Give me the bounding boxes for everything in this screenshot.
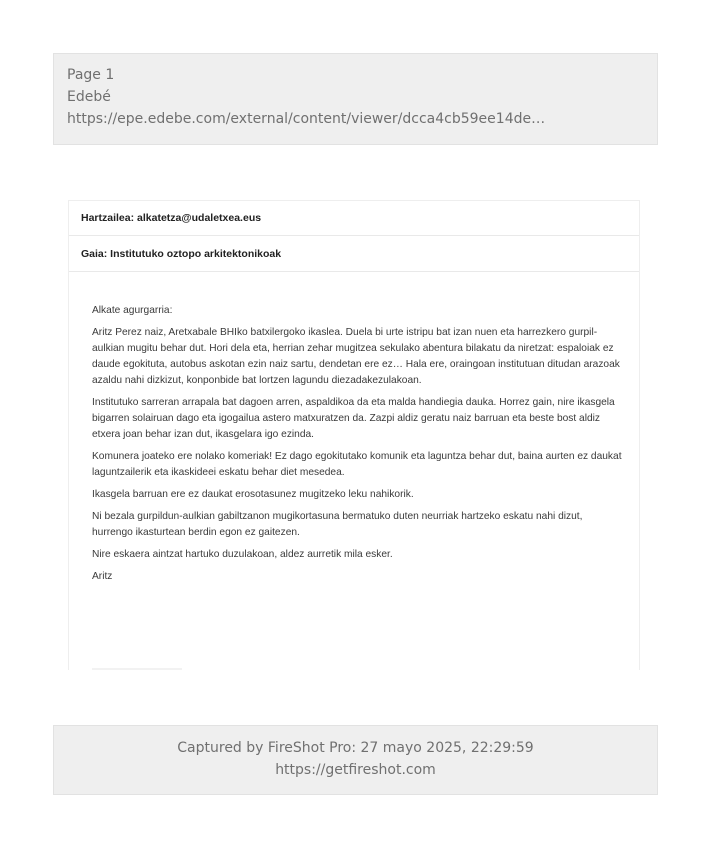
- letter-paragraph: Aritz Perez naiz, Aretxabale BHIko batxilergoko ikaslea. Duela bi urte istripu bat izan nuen eta harrezkero gurpil-aulkian mugitu behar dut. Hori dela eta, herrian zehar mugitzea sekulako abentura bilakatu da niretzat: espaloiak ez daude egokituta, autobus askotan ezin naiz sartu, dendetan ere ez… Hala ere, oraingoan institutuan ditudan arazoak azaldu nahi dizkizut, konponbide bat lortzen lagundu diezadakezulakoan.: [92, 327, 620, 386]
- page-number-label: Page 1: [67, 67, 115, 83]
- site-name: Edebé: [67, 89, 111, 105]
- fireshot-url: https://getfireshot.com: [275, 762, 436, 778]
- letter-signature: Aritz: [92, 571, 113, 582]
- capture-info: Captured by FireShot Pro: 27 mayo 2025, 22:29:59: [177, 740, 534, 756]
- email-subject: Gaia: Institutuko oztopo arkitektonikoak: [69, 236, 639, 272]
- letter-paragraph: Nire eskaera aintzat hartuko duzulakoan, aldez aurretik mila esker.: [92, 549, 393, 560]
- letter-paragraph: Ikasgela barruan ere ez daukat erosotasunez mugitzeko leku nahikorik.: [92, 489, 414, 500]
- divider: [92, 668, 182, 670]
- capture-footer: [53, 725, 658, 795]
- letter-greeting: Alkate agurgarria:: [92, 305, 173, 316]
- email-recipient: Hartzailea: alkatetza@udaletxea.eus: [69, 201, 639, 236]
- email-document: [68, 200, 640, 670]
- letter-body: [69, 272, 639, 585]
- page-info-header: [53, 53, 658, 145]
- letter-paragraph: Komunera joateko ere nolako komeriak! Ez dago egokitutako komunik eta laguntza behar dut, baina aurten ez daukat laguntzailerik eta ikaskideei eskatu behar diet mesedea.: [92, 451, 622, 478]
- page-url: https://epe.edebe.com/external/content/viewer/dcca4cb59ee14de…: [67, 111, 546, 127]
- letter-paragraph: Institutuko sarreran arrapala bat dagoen arren, aspaldikoa da eta malda handiegia dauka. Horrez gain, nire ikasgela bigarren solairuan dago eta igogailua astero matxuratzen da. Zazpi aldiz geratu naiz barruan eta beste bost aldiz etxera joan behar izan dut, ikasgelara igo ezinda.: [92, 397, 615, 440]
- letter-paragraph: Ni bezala gurpildun-aulkian gabiltzanon mugikortasuna bermatuko duten neurriak hartzeko eskatu nahi dizut, hurrengo ikasturtean berdin egon ez gaitezen.: [92, 511, 583, 538]
